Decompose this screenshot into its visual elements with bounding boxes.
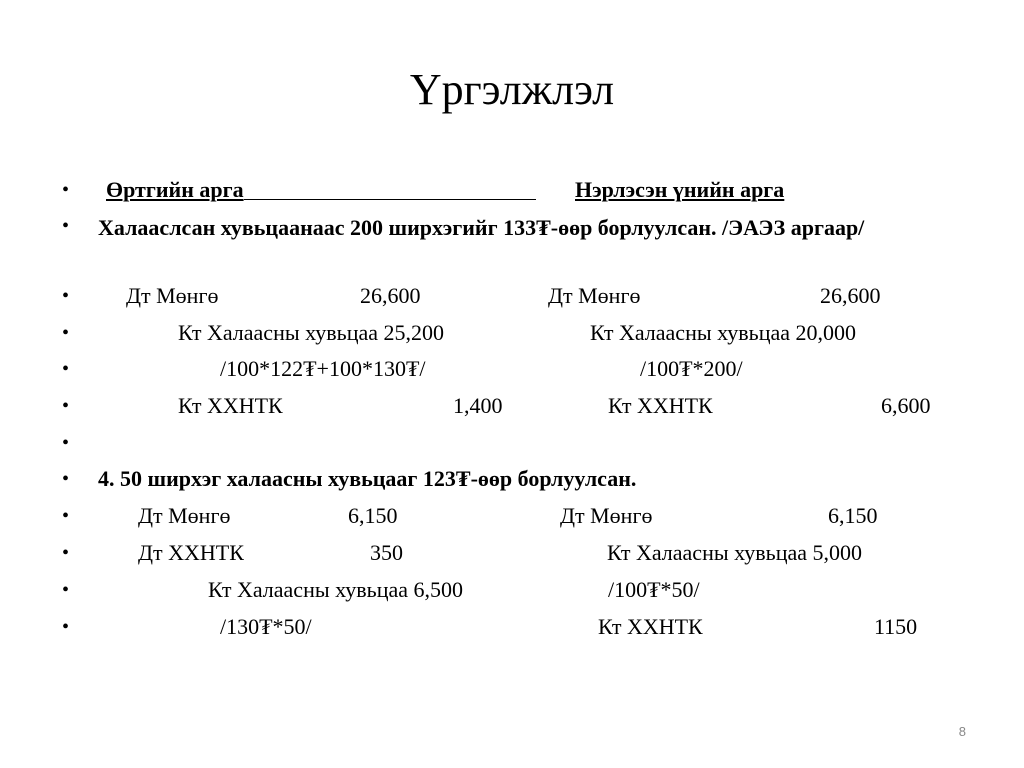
list-item [0, 319, 1024, 355]
list-item [0, 282, 1024, 318]
entry-amount: 350 [370, 540, 403, 565]
entry-label: Дт Мөнгө [560, 503, 653, 528]
entry-label: Кт Халаасны хувьцаа 6,500 [208, 577, 464, 602]
bullet-icon: • [62, 432, 70, 454]
list-item [0, 355, 1024, 391]
list-item [0, 539, 1024, 575]
entry-label: Кт ХХНТК [608, 393, 713, 418]
entry-label: Дт Мөнгө [138, 503, 231, 528]
entry-amount: 1150 [874, 614, 918, 639]
entry-label: Кт ХХНТК [178, 393, 283, 418]
entry-label: Дт Мөнгө [548, 283, 641, 308]
list-item [0, 429, 1024, 465]
bullet-icon: • [62, 322, 70, 344]
bullet-icon: • [62, 579, 70, 601]
method-left-heading: Өртгийн арга [106, 176, 536, 204]
bullet-icon: • [62, 358, 70, 380]
bullet-icon: • [62, 285, 70, 307]
entry-amount: 26,600 [360, 283, 421, 308]
entry-label: Кт Халаасны хувьцаа 20,000 [590, 320, 857, 345]
list-item [0, 613, 1024, 649]
transaction-description: Халааслсан хувьцаанаас 200 ширхэгийг 133₮-өөр борлуулсан. /ЭАЭЗ аргаар/ [98, 215, 865, 240]
list-item [0, 392, 1024, 428]
bullet-icon: • [62, 215, 70, 237]
bullet-icon: • [62, 505, 70, 527]
entry-amount: 6,150 [348, 503, 398, 528]
entry-label: Дт ХХНТК [138, 540, 244, 565]
transaction-description: 4. 50 ширхэг халаасны хувьцааг 123₮-өөр борлуулсан. [98, 466, 637, 491]
calculation-note: /100₮*200/ [640, 356, 743, 381]
bullet-icon: • [62, 179, 70, 201]
page-number: 8 [958, 724, 966, 739]
list-item [0, 465, 1024, 501]
entry-label: Дт Мөнгө [126, 283, 219, 308]
bullet-icon: • [62, 542, 70, 564]
entry-amount: 1,400 [453, 393, 503, 418]
bullet-icon: • [62, 468, 70, 490]
list-item [0, 502, 1024, 538]
calculation-note: /100₮*50/ [608, 577, 700, 602]
calculation-note: /100*122₮+100*130₮/ [220, 356, 426, 381]
list-item [0, 212, 1024, 276]
entry-label: Кт Халаасны хувьцаа 5,000 [607, 540, 863, 565]
list-item [0, 176, 1024, 212]
entry-label: Кт Халаасны хувьцаа 25,200 [178, 320, 445, 345]
entry-amount: 6,150 [828, 503, 878, 528]
method-right-heading: Нэрлэсэн үнийн арга [575, 177, 785, 202]
entry-label: Кт ХХНТК [598, 614, 703, 639]
entry-amount: 26,600 [820, 283, 881, 308]
list-item [0, 576, 1024, 612]
entry-amount: 6,600 [881, 393, 931, 418]
calculation-note: /130₮*50/ [220, 614, 312, 639]
slide-title: Үргэлжлэл [409, 65, 615, 114]
bullet-icon: • [62, 616, 70, 638]
bullet-icon: • [62, 395, 70, 417]
